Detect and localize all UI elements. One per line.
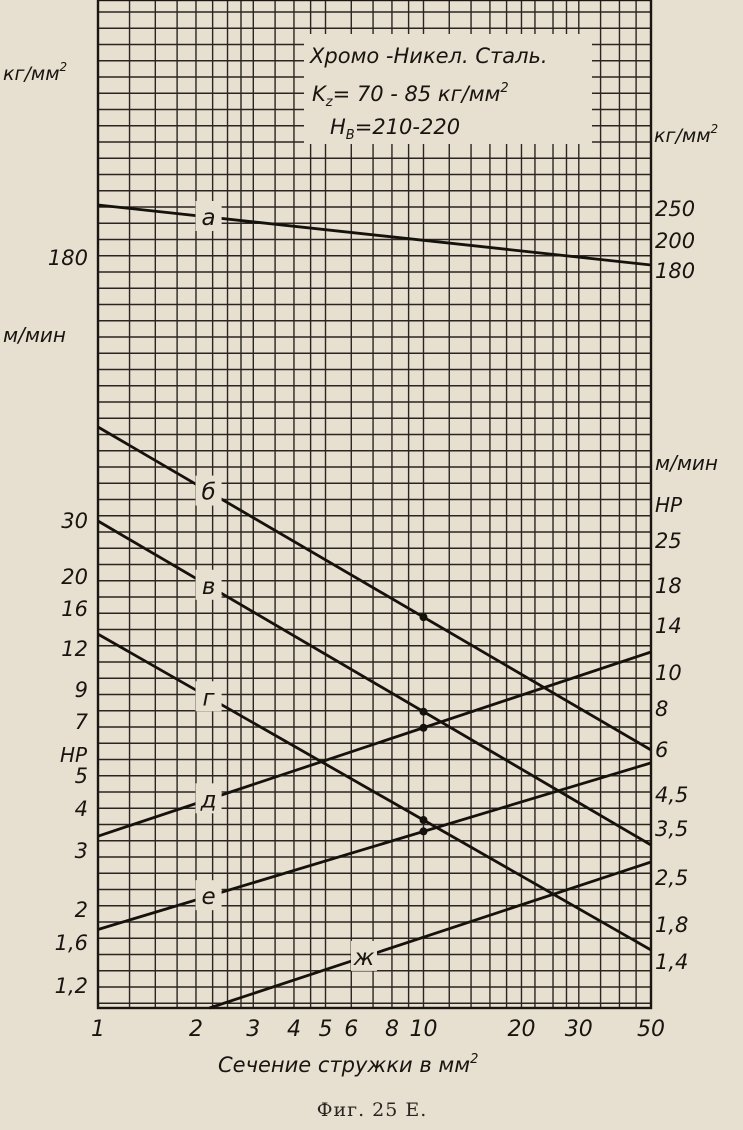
- left-tick-180: 180: [47, 246, 88, 270]
- right-unit-m-min: м/мин: [655, 451, 718, 475]
- x-tick-1: 1: [91, 1017, 105, 1042]
- title-line-1: Хромо -Никел. Сталь.: [310, 44, 548, 68]
- left-tick-7: 7: [74, 710, 88, 734]
- series-label-5: д: [200, 787, 217, 814]
- marked-point-2: [419, 708, 427, 716]
- x-tick-10: 10: [409, 1017, 438, 1042]
- right-tick-1-4: 1,4: [655, 950, 689, 974]
- x-tick-30: 30: [564, 1017, 593, 1042]
- left-tick-5: 5: [74, 764, 88, 788]
- series-label-7: ж: [353, 944, 375, 971]
- right-tick-8: 8: [655, 697, 669, 721]
- x-tick-5: 5: [318, 1017, 333, 1042]
- marked-point-5: [419, 827, 427, 835]
- marked-point-1: [419, 613, 427, 621]
- right-tick-1-8: 1,8: [655, 913, 689, 937]
- left-tick-4: 4: [74, 797, 88, 821]
- right-tick-4-5: 4,5: [655, 783, 689, 807]
- x-tick-6: 6: [344, 1017, 359, 1042]
- left-tick-1-6: 1,6: [54, 931, 88, 955]
- right-tick-250: 250: [655, 197, 696, 221]
- left-tick-12: 12: [61, 637, 88, 661]
- right-tick-10: 10: [655, 661, 682, 685]
- x-tick-4: 4: [286, 1017, 301, 1042]
- x-tick-2: 2: [188, 1017, 203, 1042]
- right-tick-3-5: 3,5: [655, 817, 689, 841]
- marked-point-3: [419, 724, 427, 732]
- left-tick-1-2: 1,2: [54, 974, 88, 998]
- right-tick-180: 180: [655, 259, 696, 283]
- right-unit-hp: HP: [655, 493, 683, 517]
- left-unit-kg-mm2: $кг/мм^2$: [3, 60, 68, 85]
- x-axis-title: Сечение стружки в $мм^2$: [218, 1052, 479, 1077]
- x-tick-8: 8: [384, 1017, 399, 1042]
- series-label-4: г: [202, 685, 215, 712]
- right-tick-2-5: 2,5: [655, 866, 689, 890]
- x-tick-3: 3: [246, 1017, 261, 1042]
- title-line-2: $K_z= 70 - 85$ $кг/мм^2$: [312, 81, 509, 110]
- right-tick-200: 200: [655, 229, 696, 253]
- series-label-1: а: [201, 205, 216, 231]
- title-line-3: $H_B=210-220$: [330, 115, 461, 143]
- left-unit-m-min: м/мин: [3, 323, 66, 347]
- series-label-6: е: [201, 884, 216, 911]
- left-tick-2: 2: [74, 898, 88, 922]
- right-tick-25: 25: [655, 529, 682, 553]
- left-tick-9: 9: [74, 678, 88, 702]
- x-tick-50: 50: [637, 1017, 665, 1042]
- left-tick-16: 16: [61, 597, 88, 621]
- marked-point-4: [419, 816, 427, 824]
- x-tick-20: 20: [507, 1017, 536, 1042]
- series-label-3: в: [201, 573, 216, 600]
- right-upper-ticks: [655, 197, 695, 283]
- right-tick-6: 6: [655, 738, 669, 762]
- left-tick-30: 30: [61, 509, 88, 533]
- figure-caption: Фиг. 25 Е.: [316, 1099, 428, 1121]
- right-unit-kg-mm2: $кг/мм^2$: [654, 122, 719, 147]
- series-label-2: б: [201, 479, 216, 506]
- right-tick-14: 14: [655, 614, 682, 638]
- left-unit-hp: HP: [60, 743, 88, 767]
- left-tick-20: 20: [61, 565, 88, 589]
- right-tick-18: 18: [655, 574, 682, 598]
- left-tick-3: 3: [74, 839, 88, 863]
